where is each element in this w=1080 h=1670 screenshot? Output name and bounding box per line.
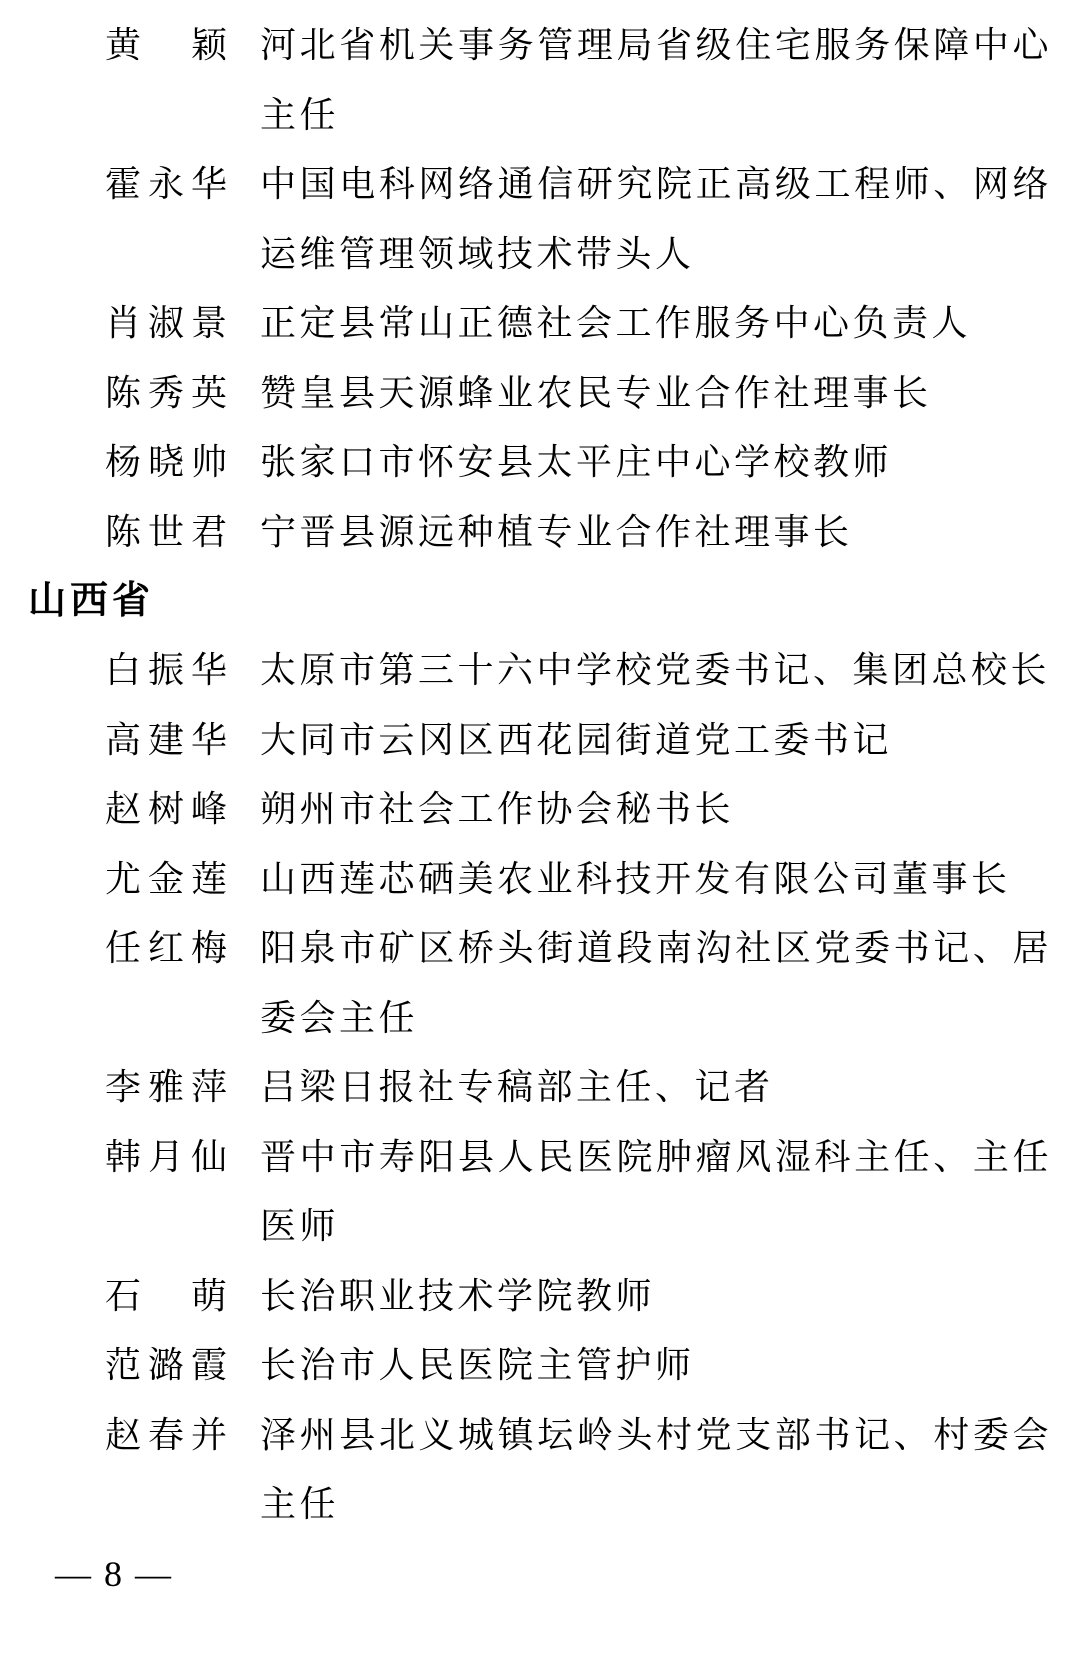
- person-row: [0, 636, 1080, 706]
- person-row: [0, 1401, 1080, 1540]
- section-header-shanxi: 山西省: [28, 580, 155, 622]
- roster-section-hebei-continued: [0, 11, 1080, 567]
- person-name: 韩月仙: [105, 1136, 227, 1177]
- person-name: 赵春并: [105, 1414, 227, 1455]
- person-position: 张家口市怀安县太平庄中心学校教师: [260, 442, 893, 482]
- person-name: 尤金莲: [105, 858, 227, 899]
- person-position: 河北省机关事务管理局省级住宅服务保障中心主任: [260, 25, 1052, 135]
- person-name: 任红梅: [105, 928, 227, 968]
- person-row: [0, 775, 1080, 845]
- person-name: 杨晓帅: [105, 442, 227, 482]
- person-row: [0, 498, 1080, 568]
- person-position: 大同市云冈区西花园街道党工委书记: [260, 719, 893, 760]
- person-row: [0, 11, 1080, 150]
- person-name: 白振华: [105, 650, 227, 690]
- person-position: 吕梁日报社专稿部主任、记者: [260, 1067, 774, 1107]
- person-position: 长治职业技术学院教师: [260, 1275, 656, 1316]
- person-name: 黄 颖: [105, 25, 227, 65]
- person-position: 泽州县北义城镇坛岭头村党支部书记、村委会主任: [260, 1414, 1052, 1524]
- person-name: 李雅萍: [105, 1067, 227, 1107]
- person-position: 赞皇县天源蜂业农民专业合作社理事长: [260, 372, 932, 413]
- person-name: 赵树峰: [105, 789, 227, 829]
- person-position: 长治市人民医院主管护师: [260, 1345, 695, 1385]
- person-position: 中国电科网络通信研究院正高级工程师、网络运维管理领域技术带头人: [260, 164, 1052, 274]
- person-row: [0, 1262, 1080, 1332]
- person-name: 高建华: [105, 719, 227, 760]
- person-position: 山西莲芯硒美农业科技开发有限公司董事长: [260, 858, 1011, 899]
- person-row: [0, 1331, 1080, 1401]
- person-name: 石 萌: [105, 1275, 227, 1316]
- page-number: — 8 —: [55, 1554, 173, 1594]
- person-row: [0, 845, 1080, 915]
- person-row: [0, 1123, 1080, 1262]
- person-row: [0, 428, 1080, 498]
- person-name: 肖淑景: [105, 303, 227, 343]
- person-name: 范潞霞: [105, 1345, 227, 1385]
- person-row: [0, 914, 1080, 1053]
- person-position: 太原市第三十六中学校党委书记、集团总校长: [260, 650, 1051, 690]
- person-position: 正定县常山正德社会工作服务中心负责人: [260, 303, 972, 343]
- person-name: 陈秀英: [105, 372, 227, 413]
- person-row: [0, 289, 1080, 359]
- person-row: [0, 359, 1080, 429]
- person-name: 霍永华: [105, 164, 227, 204]
- roster-section-shanxi: [0, 636, 1080, 1540]
- person-position: 阳泉市矿区桥头街道段南沟社区党委书记、居委会主任: [260, 928, 1052, 1038]
- person-name: 陈世君: [105, 511, 227, 552]
- person-row: [0, 706, 1080, 776]
- person-row: [0, 1053, 1080, 1123]
- person-position: 晋中市寿阳县人民医院肿瘤风湿科主任、主任医师: [260, 1136, 1052, 1246]
- person-row: [0, 150, 1080, 289]
- person-position: 朔州市社会工作协会秘书长: [260, 789, 735, 829]
- person-position: 宁晋县源远种植专业合作社理事长: [260, 511, 853, 552]
